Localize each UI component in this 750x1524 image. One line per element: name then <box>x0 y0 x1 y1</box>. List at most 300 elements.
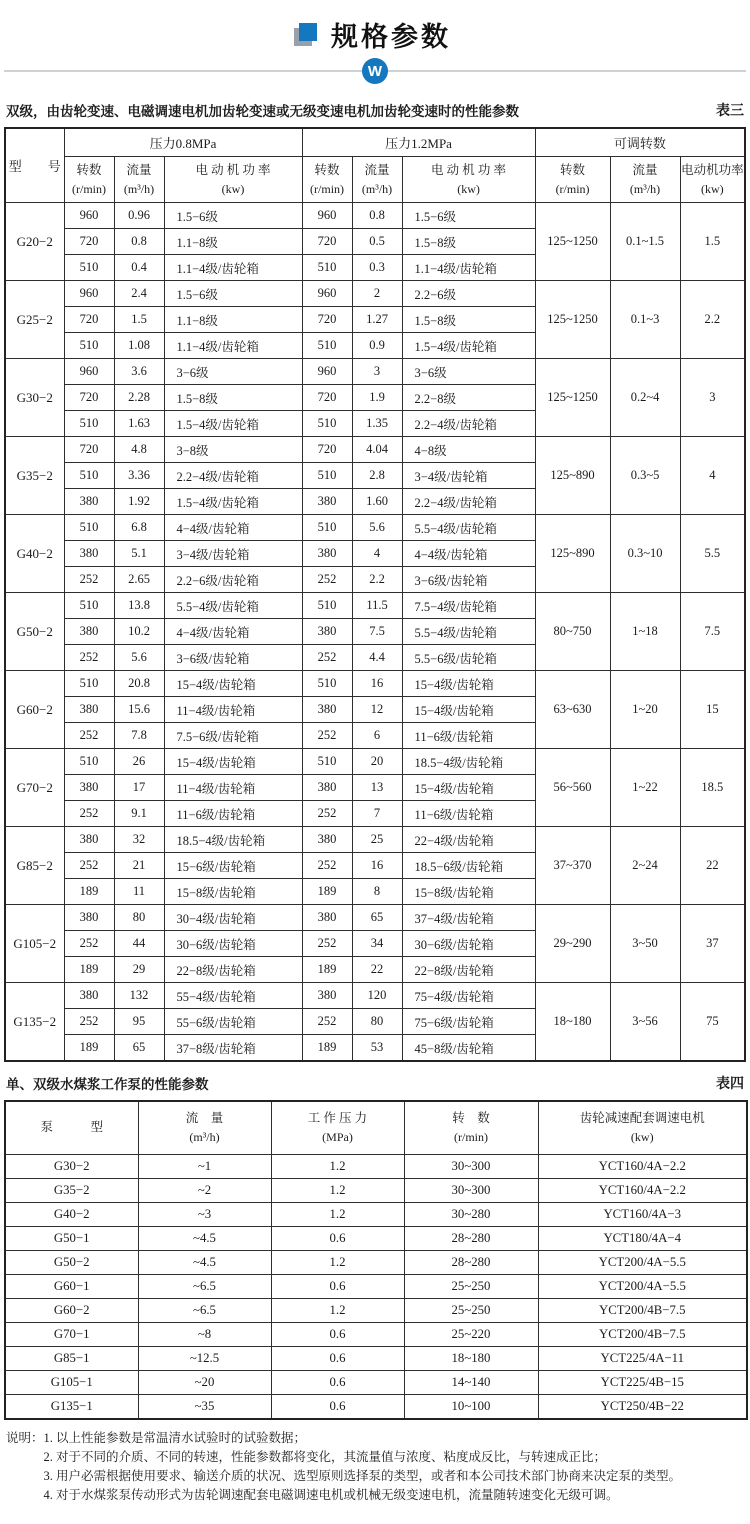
value-cell: YCT160/4A−2.2 <box>538 1179 747 1203</box>
motor-power-cell: 15−4级/齿轮箱 <box>402 671 535 697</box>
value-cell: 1.63 <box>114 411 164 437</box>
motor-power-cell: 7.5−4级/齿轮箱 <box>402 593 535 619</box>
value-cell: 9.1 <box>114 801 164 827</box>
model-cell: G105−2 <box>5 905 64 983</box>
value-cell: 10.2 <box>114 619 164 645</box>
value-cell: 252 <box>64 1009 114 1035</box>
value-cell: ~8 <box>138 1323 271 1347</box>
value-cell: 252 <box>302 853 352 879</box>
value-cell: 2.28 <box>114 385 164 411</box>
adjustable-speed-group-header: 可调转数 <box>535 128 745 157</box>
flow-column-header: 流量 (m³/h) <box>114 157 164 203</box>
value-cell: 3.6 <box>114 359 164 385</box>
section-divider <box>4 58 746 84</box>
motor-power-cell: 30−4级/齿轮箱 <box>164 905 302 931</box>
adjustable-value-cell: 3 <box>680 359 745 437</box>
pump-table <box>4 1100 748 1420</box>
adjustable-value-cell: 0.3~10 <box>610 515 680 593</box>
value-cell: 1.9 <box>352 385 402 411</box>
value-cell: 380 <box>64 541 114 567</box>
motor-power-cell: 75−6级/齿轮箱 <box>402 1009 535 1035</box>
table3-caption-row <box>6 100 744 120</box>
value-cell: 380 <box>302 827 352 853</box>
table3-caption: 双级，由齿轮变速、电磁调速电机加齿轮变速或无级变速电机加齿轮变速时的性能参数 <box>6 104 519 119</box>
motor-power-cell: 18.5−4级/齿轮箱 <box>402 749 535 775</box>
motor-power-cell: 15−4级/齿轮箱 <box>164 749 302 775</box>
motor-power-cell: 4−4级/齿轮箱 <box>402 541 535 567</box>
value-cell: 380 <box>64 489 114 515</box>
adjustable-value-cell: 29~290 <box>535 905 610 983</box>
value-cell: 0.6 <box>271 1395 404 1420</box>
value-cell: 7.8 <box>114 723 164 749</box>
value-cell: 12 <box>352 697 402 723</box>
value-cell: 18~180 <box>404 1347 538 1371</box>
adjustable-value-cell: 7.5 <box>680 593 745 671</box>
value-cell: 189 <box>64 957 114 983</box>
table4-row <box>5 1347 747 1371</box>
value-cell: 13 <box>352 775 402 801</box>
value-cell: 22 <box>352 957 402 983</box>
value-cell: 510 <box>64 515 114 541</box>
motor-power-cell: 11−4级/齿轮箱 <box>164 775 302 801</box>
motor-power-cell: 3−6级/齿轮箱 <box>164 645 302 671</box>
adjustable-value-cell: 0.2~4 <box>610 359 680 437</box>
motor-power-cell: 5.5−4级/齿轮箱 <box>402 515 535 541</box>
table3-head <box>5 128 745 203</box>
motor-power-cell: 3−4级/齿轮箱 <box>164 541 302 567</box>
value-cell: ~6.5 <box>138 1299 271 1323</box>
value-cell: 0.3 <box>352 255 402 281</box>
value-cell: 380 <box>64 827 114 853</box>
pump-model-cell: G30−2 <box>5 1155 138 1179</box>
value-cell: YCT225/4B−15 <box>538 1371 747 1395</box>
value-cell: 4 <box>352 541 402 567</box>
value-cell: 189 <box>302 1035 352 1062</box>
model-cell: G50−2 <box>5 593 64 671</box>
motor-power-cell: 1.5−4级/齿轮箱 <box>164 489 302 515</box>
value-cell: 0.96 <box>114 203 164 229</box>
model-cell: G20−2 <box>5 203 64 281</box>
value-cell: 510 <box>302 333 352 359</box>
value-cell: 120 <box>352 983 402 1009</box>
value-cell: 0.6 <box>271 1347 404 1371</box>
value-cell: 6 <box>352 723 402 749</box>
page-header <box>4 14 746 54</box>
value-cell: ~6.5 <box>138 1275 271 1299</box>
value-cell: 30~280 <box>404 1203 538 1227</box>
value-cell: 252 <box>64 931 114 957</box>
gear-motor-column-header: 齿轮减速配套调速电机 (kw) <box>538 1101 747 1155</box>
motor-power-cell: 1.1−8级 <box>164 307 302 333</box>
table4-row <box>5 1299 747 1323</box>
value-cell: 380 <box>302 775 352 801</box>
adjustable-value-cell: 37 <box>680 905 745 983</box>
model-cell: G25−2 <box>5 281 64 359</box>
adjustable-value-cell: 18.5 <box>680 749 745 827</box>
adjustable-value-cell: 22 <box>680 827 745 905</box>
motor-power-cell: 18.5−4级/齿轮箱 <box>164 827 302 853</box>
value-cell: 189 <box>302 957 352 983</box>
value-cell: 5.1 <box>114 541 164 567</box>
value-cell: 510 <box>302 671 352 697</box>
value-cell: 380 <box>64 983 114 1009</box>
table4-row <box>5 1203 747 1227</box>
value-cell: 380 <box>64 619 114 645</box>
value-cell: 1.2 <box>271 1203 404 1227</box>
table4-row <box>5 1275 747 1299</box>
pump-model-cell: G40−2 <box>5 1203 138 1227</box>
adjustable-value-cell: 0.1~1.5 <box>610 203 680 281</box>
value-cell: 13.8 <box>114 593 164 619</box>
table3-row <box>5 281 745 307</box>
motor-power-cell: 3−6级 <box>402 359 535 385</box>
value-cell: 510 <box>64 593 114 619</box>
motor-power-cell: 15−6级/齿轮箱 <box>164 853 302 879</box>
value-cell: 960 <box>64 281 114 307</box>
motor-power-cell: 15−4级/齿轮箱 <box>164 671 302 697</box>
motor-power-cell: 1.5−6级 <box>164 281 302 307</box>
value-cell: 1.5 <box>114 307 164 333</box>
table4-row <box>5 1251 747 1275</box>
table3-row <box>5 437 745 463</box>
note-line: 4. 对于水煤浆泵传动形式为齿轮调速配套电磁调速电机或机械无级变速电机，流量随转速变化无级可调。 <box>43 1488 619 1502</box>
motor-power-cell: 37−4级/齿轮箱 <box>402 905 535 931</box>
value-cell: YCT225/4A−11 <box>538 1347 747 1371</box>
value-cell: 252 <box>302 645 352 671</box>
value-cell: 15.6 <box>114 697 164 723</box>
value-cell: ~2 <box>138 1179 271 1203</box>
value-cell: 7 <box>352 801 402 827</box>
table4-row <box>5 1371 747 1395</box>
page-title: 规格参数 <box>331 21 451 52</box>
model-cell: G70−2 <box>5 749 64 827</box>
value-cell: 252 <box>302 567 352 593</box>
value-cell: 0.5 <box>352 229 402 255</box>
table4-body <box>5 1155 747 1420</box>
motor-power-cell: 55−6级/齿轮箱 <box>164 1009 302 1035</box>
motor-power-cell: 18.5−6级/齿轮箱 <box>402 853 535 879</box>
pump-model-column-header: 泵 型 <box>5 1101 138 1155</box>
value-cell: 720 <box>302 437 352 463</box>
value-cell: 1.60 <box>352 489 402 515</box>
value-cell: 80 <box>114 905 164 931</box>
value-cell: 1.08 <box>114 333 164 359</box>
value-cell: 252 <box>64 567 114 593</box>
value-cell: YCT200/4B−7.5 <box>538 1299 747 1323</box>
note-line: 2. 对于不同的介质、不同的转速，性能参数都将变化，其流量值与浓度、粘度成反比，与转速成正比； <box>43 1450 607 1464</box>
value-cell: 95 <box>114 1009 164 1035</box>
value-cell: 252 <box>64 801 114 827</box>
adjustable-value-cell: 4 <box>680 437 745 515</box>
value-cell: 80 <box>352 1009 402 1035</box>
value-cell: 11.5 <box>352 593 402 619</box>
motor-power-cell: 2.2−4级/齿轮箱 <box>164 463 302 489</box>
value-cell: 720 <box>64 307 114 333</box>
value-cell: 25~250 <box>404 1275 538 1299</box>
pump-model-cell: G60−2 <box>5 1299 138 1323</box>
motor-power-cell: 2.2−6级/齿轮箱 <box>164 567 302 593</box>
value-cell: 6.8 <box>114 515 164 541</box>
value-cell: 380 <box>64 905 114 931</box>
adjustable-value-cell: 18~180 <box>535 983 610 1062</box>
notes-section <box>6 1429 744 1505</box>
speed-column-header: 转 数 (r/min) <box>404 1101 538 1155</box>
motor-power-cell: 30−6级/齿轮箱 <box>402 931 535 957</box>
table4-header-row <box>5 1101 747 1155</box>
table3-row <box>5 359 745 385</box>
model-cell: G85−2 <box>5 827 64 905</box>
value-cell: 25 <box>352 827 402 853</box>
value-cell: 28~280 <box>404 1227 538 1251</box>
performance-table <box>4 127 746 1062</box>
adjustable-value-cell: 125~890 <box>535 437 610 515</box>
table4-label: 表四 <box>716 1077 744 1092</box>
motor-power-cell: 22−8级/齿轮箱 <box>164 957 302 983</box>
value-cell: 189 <box>64 879 114 905</box>
pump-model-cell: G135−1 <box>5 1395 138 1420</box>
motor-power-cell: 1.5−8级 <box>164 385 302 411</box>
value-cell: 510 <box>302 255 352 281</box>
value-cell: 2 <box>352 281 402 307</box>
motor-power-cell: 22−8级/齿轮箱 <box>402 957 535 983</box>
value-cell: 28~280 <box>404 1251 538 1275</box>
value-cell: 21 <box>114 853 164 879</box>
motor-power-cell: 3−4级/齿轮箱 <box>402 463 535 489</box>
adjustable-value-cell: 37~370 <box>535 827 610 905</box>
value-cell: 0.4 <box>114 255 164 281</box>
value-cell: YCT200/4A−5.5 <box>538 1275 747 1299</box>
flow-column-header: 流量 (m³/h) <box>610 157 680 203</box>
model-cell: G60−2 <box>5 671 64 749</box>
note-line: 3. 用户必需根据使用要求、输送介质的状况、选型原则选择泵的类型，或者和本公司技术部门协商来决定泵的类型。 <box>43 1469 682 1483</box>
value-cell: 380 <box>64 697 114 723</box>
pump-model-cell: G70−1 <box>5 1323 138 1347</box>
value-cell: 1.2 <box>271 1155 404 1179</box>
motor-power-column-header: 电动机功率 (kw) <box>680 157 745 203</box>
motor-power-cell: 1.5−4级/齿轮箱 <box>164 411 302 437</box>
value-cell: 510 <box>64 411 114 437</box>
value-cell: 189 <box>64 1035 114 1062</box>
adjustable-value-cell: 125~1250 <box>535 203 610 281</box>
table4-row <box>5 1179 747 1203</box>
page <box>0 14 750 1524</box>
motor-power-cell: 5.5−4级/齿轮箱 <box>164 593 302 619</box>
value-cell: 17 <box>114 775 164 801</box>
model-cell: G40−2 <box>5 515 64 593</box>
flow-column-header: 流 量 (m³/h) <box>138 1101 271 1155</box>
motor-power-cell: 11−6级/齿轮箱 <box>164 801 302 827</box>
model-cell: G135−2 <box>5 983 64 1062</box>
pump-model-cell: G105−1 <box>5 1371 138 1395</box>
value-cell: 2.2 <box>352 567 402 593</box>
pump-model-cell: G50−1 <box>5 1227 138 1251</box>
motor-power-cell: 3−6级/齿轮箱 <box>402 567 535 593</box>
blue-square-icon <box>299 23 317 41</box>
adjustable-value-cell: 5.5 <box>680 515 745 593</box>
value-cell: ~3 <box>138 1203 271 1227</box>
table4-caption-row <box>6 1073 744 1093</box>
value-cell: 720 <box>302 385 352 411</box>
value-cell: YCT200/4B−7.5 <box>538 1323 747 1347</box>
speed-column-header: 转数 (r/min) <box>64 157 114 203</box>
value-cell: 960 <box>64 203 114 229</box>
value-cell: 960 <box>64 359 114 385</box>
value-cell: YCT180/4A−4 <box>538 1227 747 1251</box>
value-cell: 4.8 <box>114 437 164 463</box>
motor-power-cell: 11−6级/齿轮箱 <box>402 801 535 827</box>
table3-row <box>5 905 745 931</box>
w-logo-icon: W <box>362 58 388 84</box>
value-cell: 720 <box>302 229 352 255</box>
pressure-08-group-header: 压力0.8MPa <box>64 128 302 157</box>
value-cell: 20 <box>352 749 402 775</box>
adjustable-value-cell: 1~20 <box>610 671 680 749</box>
model-cell: G35−2 <box>5 437 64 515</box>
flow-column-header: 流量 (m³/h) <box>352 157 402 203</box>
value-cell: 1.92 <box>114 489 164 515</box>
table3-subheader-row <box>5 157 745 203</box>
motor-power-cell: 1.5−8级 <box>402 229 535 255</box>
adjustable-value-cell: 1~22 <box>610 749 680 827</box>
model-cell: G30−2 <box>5 359 64 437</box>
pump-model-cell: G60−1 <box>5 1275 138 1299</box>
motor-power-column-header: 电 动 机 功 率 (kw) <box>402 157 535 203</box>
value-cell: YCT160/4A−2.2 <box>538 1155 747 1179</box>
value-cell: ~35 <box>138 1395 271 1420</box>
value-cell: 252 <box>302 931 352 957</box>
table3-row <box>5 827 745 853</box>
value-cell: 380 <box>302 697 352 723</box>
motor-power-cell: 55−4级/齿轮箱 <box>164 983 302 1009</box>
adjustable-value-cell: 0.3~5 <box>610 437 680 515</box>
value-cell: 720 <box>64 437 114 463</box>
value-cell: 380 <box>302 619 352 645</box>
motor-power-cell: 1.1−4级/齿轮箱 <box>164 255 302 281</box>
value-cell: 1.2 <box>271 1251 404 1275</box>
value-cell: YCT250/4B−22 <box>538 1395 747 1420</box>
value-cell: 252 <box>64 723 114 749</box>
value-cell: 0.9 <box>352 333 402 359</box>
motor-power-cell: 1.1−4级/齿轮箱 <box>164 333 302 359</box>
table3-row <box>5 671 745 697</box>
motor-power-cell: 1.1−8级 <box>164 229 302 255</box>
pump-model-cell: G50−2 <box>5 1251 138 1275</box>
table4-row <box>5 1155 747 1179</box>
document-page <box>0 14 750 1505</box>
motor-power-cell: 2.2−8级 <box>402 385 535 411</box>
value-cell: 510 <box>302 463 352 489</box>
motor-power-column-header: 电 动 机 功 率 (kw) <box>164 157 302 203</box>
motor-power-cell: 1.5−4级/齿轮箱 <box>402 333 535 359</box>
motor-power-cell: 1.5−8级 <box>402 307 535 333</box>
value-cell: 380 <box>302 983 352 1009</box>
motor-power-cell: 11−6级/齿轮箱 <box>402 723 535 749</box>
value-cell: 1.2 <box>271 1299 404 1323</box>
value-cell: 510 <box>302 515 352 541</box>
motor-power-cell: 37−8级/齿轮箱 <box>164 1035 302 1062</box>
value-cell: 0.6 <box>271 1275 404 1299</box>
value-cell: 16 <box>352 853 402 879</box>
value-cell: 510 <box>64 749 114 775</box>
motor-power-cell: 15−4级/齿轮箱 <box>402 697 535 723</box>
value-cell: 30~300 <box>404 1155 538 1179</box>
motor-power-cell: 75−4级/齿轮箱 <box>402 983 535 1009</box>
value-cell: 720 <box>64 385 114 411</box>
motor-power-cell: 3−6级 <box>164 359 302 385</box>
adjustable-value-cell: 0.1~3 <box>610 281 680 359</box>
notes-items <box>44 1429 744 1505</box>
pressure-12-group-header: 压力1.2MPa <box>302 128 535 157</box>
model-column-header: 型 号 <box>5 128 64 203</box>
value-cell: 1.35 <box>352 411 402 437</box>
motor-power-cell: 2.2−4级/齿轮箱 <box>402 489 535 515</box>
adjustable-value-cell: 75 <box>680 983 745 1062</box>
motor-power-cell: 4−4级/齿轮箱 <box>164 515 302 541</box>
value-cell: 252 <box>302 723 352 749</box>
adjustable-value-cell: 63~630 <box>535 671 610 749</box>
value-cell: 510 <box>64 671 114 697</box>
value-cell: 1.2 <box>271 1179 404 1203</box>
value-cell: 0.6 <box>271 1371 404 1395</box>
value-cell: YCT200/4A−5.5 <box>538 1251 747 1275</box>
pump-model-cell: G35−2 <box>5 1179 138 1203</box>
adjustable-value-cell: 3~50 <box>610 905 680 983</box>
value-cell: 14~140 <box>404 1371 538 1395</box>
table4-row <box>5 1395 747 1420</box>
table4-head <box>5 1101 747 1155</box>
value-cell: 25~250 <box>404 1299 538 1323</box>
value-cell: 34 <box>352 931 402 957</box>
table3-body <box>5 203 745 1062</box>
motor-power-cell: 4−8级 <box>402 437 535 463</box>
table3-group-header-row <box>5 128 745 157</box>
table3-label: 表三 <box>716 104 744 119</box>
value-cell: YCT160/4A−3 <box>538 1203 747 1227</box>
value-cell: 11 <box>114 879 164 905</box>
table4-caption: 单、双级水煤浆工作泵的性能参数 <box>6 1077 209 1092</box>
adjustable-value-cell: 3~56 <box>610 983 680 1062</box>
value-cell: 380 <box>302 905 352 931</box>
value-cell: 7.5 <box>352 619 402 645</box>
value-cell: 960 <box>302 203 352 229</box>
value-cell: 380 <box>302 541 352 567</box>
motor-power-cell: 30−6级/齿轮箱 <box>164 931 302 957</box>
value-cell: 0.6 <box>271 1227 404 1251</box>
pump-model-cell: G85−1 <box>5 1347 138 1371</box>
value-cell: 510 <box>302 593 352 619</box>
motor-power-cell: 5.5−6级/齿轮箱 <box>402 645 535 671</box>
value-cell: 510 <box>64 333 114 359</box>
value-cell: 5.6 <box>114 645 164 671</box>
table4-row <box>5 1323 747 1347</box>
value-cell: 252 <box>302 1009 352 1035</box>
adjustable-value-cell: 2.2 <box>680 281 745 359</box>
value-cell: 10~100 <box>404 1395 538 1420</box>
value-cell: 53 <box>352 1035 402 1062</box>
value-cell: 20.8 <box>114 671 164 697</box>
notes-label: 说明： <box>6 1431 44 1445</box>
value-cell: 0.8 <box>114 229 164 255</box>
value-cell: ~4.5 <box>138 1251 271 1275</box>
working-pressure-column-header: 工 作 压 力 (MPa) <box>271 1101 404 1155</box>
value-cell: ~20 <box>138 1371 271 1395</box>
value-cell: 4.4 <box>352 645 402 671</box>
value-cell: 2.8 <box>352 463 402 489</box>
adjustable-value-cell: 125~890 <box>535 515 610 593</box>
adjustable-value-cell: 125~1250 <box>535 359 610 437</box>
motor-power-cell: 1.5−6级 <box>164 203 302 229</box>
value-cell: 510 <box>64 255 114 281</box>
